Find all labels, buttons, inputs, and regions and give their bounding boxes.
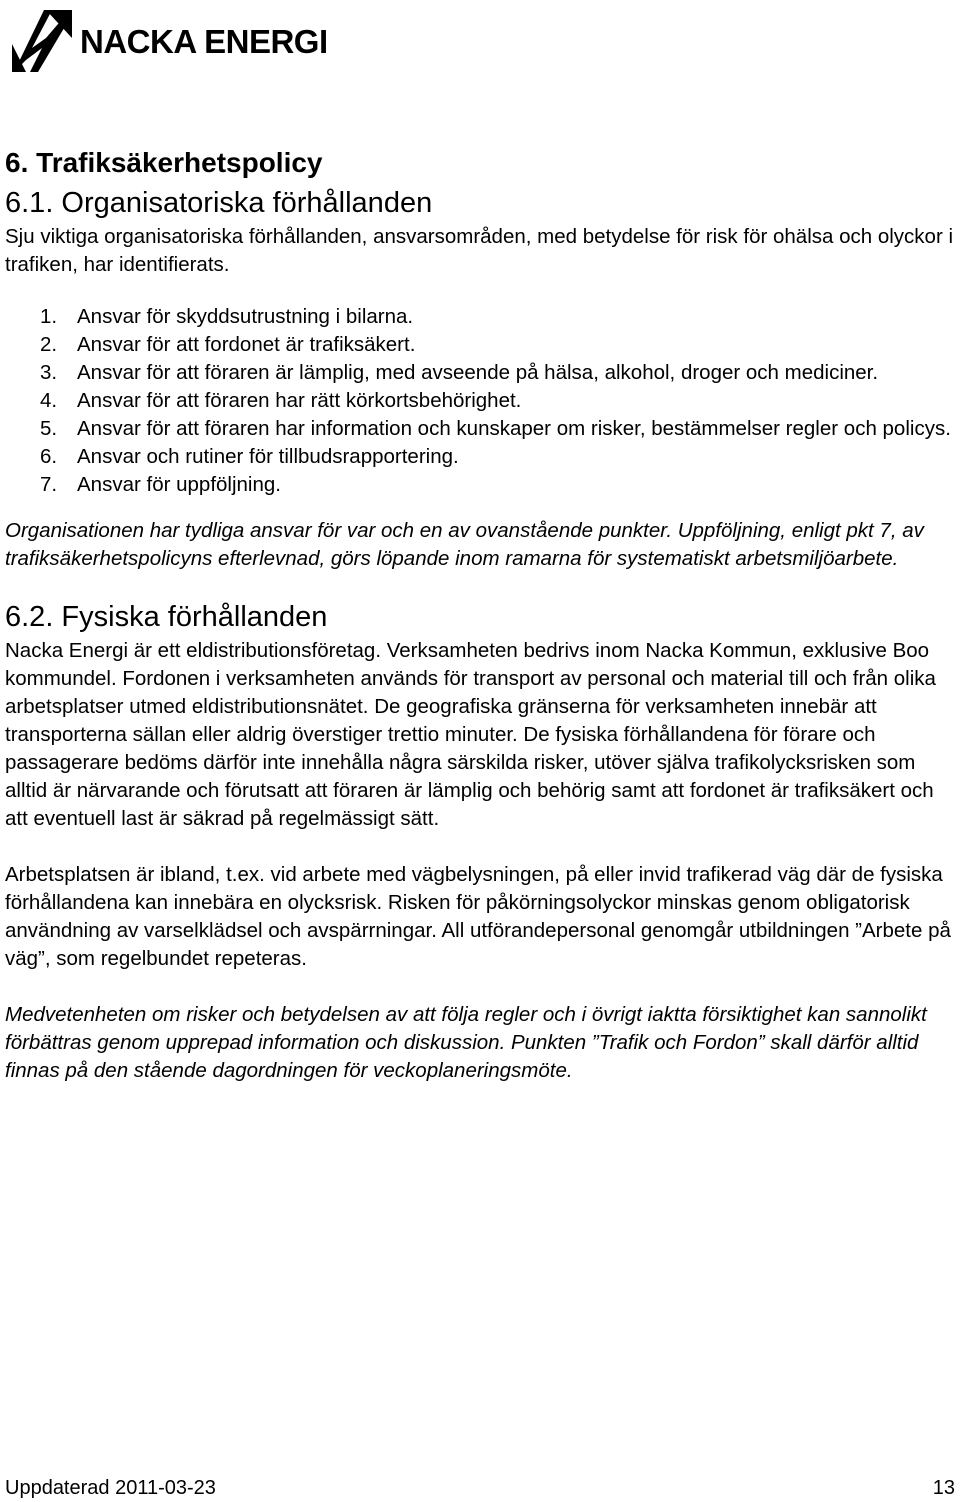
section-6-1-heading: 6.1. Organisatoriska förhållanden xyxy=(5,187,433,219)
list-item: 5. Ansvar för att föraren har information och kunskaper om risker, bestämmelser regler och policys. xyxy=(40,417,951,440)
list-item: 7. Ansvar för uppföljning. xyxy=(40,473,281,496)
updated-date: Uppdaterad 2011-03-23 xyxy=(5,1477,216,1499)
lightning-bolt-icon xyxy=(10,8,74,74)
logo-text: NACKA ENERGI xyxy=(80,22,328,60)
page-footer xyxy=(5,1476,955,1500)
document-body xyxy=(5,143,955,1085)
company-logo xyxy=(10,8,328,74)
section-6-2-paragraph-3: Medvetenheten om risker och betydelsen av att följa regler och i övrigt iaktta försiktighet kan sannolikt förbättras genom upprepad information och diskussion. Punkten ”Trafik och Fordon” skall därför alltid finnas på den stående dagordningen för veckoplaneringsmöte. xyxy=(5,1003,927,1082)
list-item: 1. Ansvar för skyddsutrustning i bilarna. xyxy=(40,305,414,328)
section-6-2-heading: 6.2. Fysiska förhållanden xyxy=(5,601,328,633)
list-item: 2. Ansvar för att fordonet är trafiksäkert. xyxy=(40,333,416,356)
responsibility-list xyxy=(5,303,955,499)
section-6-heading: 6. Trafiksäkerhetspolicy xyxy=(5,147,323,178)
section-6-1-closing: Organisationen har tydliga ansvar för var och en av ovanstående punkter. Uppföljning, enligt pkt 7, av trafiksäkerhetspolicyns efterlevnad, görs löpande inom ramarna för systematiskt arbetsmiljöarbete. xyxy=(5,519,924,570)
section-6-1-intro: Sju viktiga organisatoriska förhållanden, ansvarsområden, med betydelse för risk för ohälsa och olyckor i trafiken, har identifierats. xyxy=(5,225,954,276)
page-number: 13 xyxy=(932,1477,955,1499)
list-item: 6. Ansvar och rutiner för tillbudsrapportering. xyxy=(40,445,459,468)
list-item: 4. Ansvar för att föraren har rätt körkortsbehörighet. xyxy=(40,389,522,412)
list-item: 3. Ansvar för att föraren är lämplig, med avseende på hälsa, alkohol, droger och mediciner. xyxy=(40,361,879,384)
section-6-2-paragraph-2: Arbetsplatsen är ibland, t.ex. vid arbete med vägbelysningen, på eller invid trafikerad väg där de fysiska förhållandena kan innebära en olycksrisk. Risken för påkörningsolyckor minskas genom obligatorisk användning av varselklädsel och avspärrningar. All utförandepersonal genomgår utbildningen ”Arbete på väg”, som regelbundet repeteras. xyxy=(5,863,951,970)
section-6-2-paragraph-1: Nacka Energi är ett eldistributionsföretag. Verksamheten bedrivs inom Nacka Kommun, exklusive Boo kommundel. Fordonen i verksamheten används för transport av personal och material till och från olika arbetsplatser utmed eldistributionsnätet. De geografiska gränserna för verksamheten innebär att transporterna sällan eller aldrig överstiger trettio minuter. De fysiska förhållandena för förare och passagerare bedöms därför inte innehålla några särskilda risker, utöver själva trafikolycksrisken som alltid är närvarande och förutsatt att föraren är lämplig och behörig samt att fordonet är trafiksäkert och att eventuell last är säkrad på regelmässigt sätt. xyxy=(5,639,936,830)
